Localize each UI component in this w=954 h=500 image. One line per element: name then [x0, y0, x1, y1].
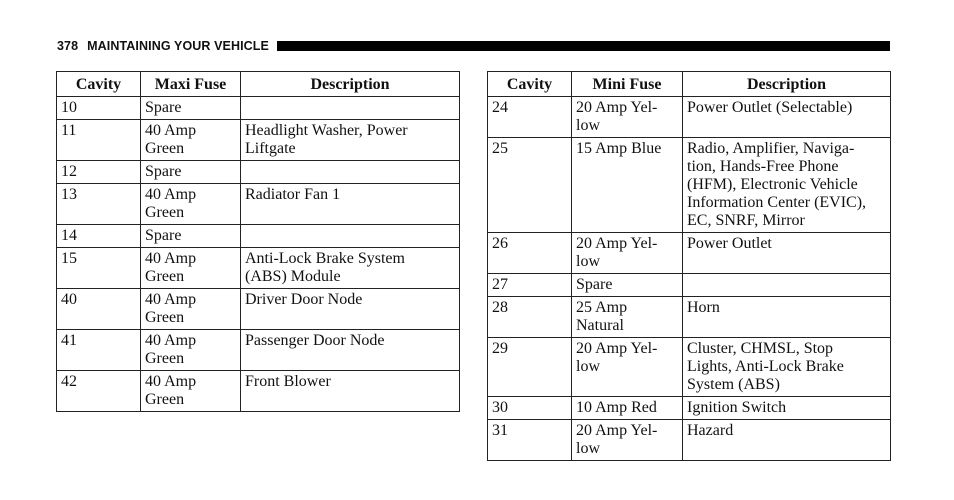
- fuse-cell: Spare: [141, 97, 241, 120]
- table-row: [57, 371, 460, 412]
- fuse-cell: 40 Amp Green: [141, 330, 241, 371]
- cavity-cell: 25: [488, 138, 572, 233]
- page-header: [57, 38, 890, 54]
- description-cell: [683, 274, 891, 297]
- cavity-cell: 30: [488, 397, 572, 420]
- column-header-mini-fuse: Mini Fuse: [572, 72, 683, 97]
- cavity-cell: 10: [57, 97, 141, 120]
- description-cell: [241, 97, 460, 120]
- table-header-row: [57, 72, 460, 97]
- table-row: [57, 184, 460, 225]
- column-header-description: Description: [241, 72, 460, 97]
- description-cell: [241, 225, 460, 248]
- table-row: [488, 397, 891, 420]
- cavity-cell: 24: [488, 97, 572, 138]
- column-header-cavity: Cavity: [488, 72, 572, 97]
- description-cell: Ignition Switch: [683, 397, 891, 420]
- fuse-cell: 20 Amp Yel- low: [572, 97, 683, 138]
- table-row: [488, 297, 891, 338]
- table-row: [488, 233, 891, 274]
- cavity-cell: 26: [488, 233, 572, 274]
- description-cell: Passenger Door Node: [241, 330, 460, 371]
- fuse-cell: 25 Amp Natural: [572, 297, 683, 338]
- page-number: 378: [57, 39, 79, 53]
- description-cell: Radiator Fan 1: [241, 184, 460, 225]
- cavity-cell: 31: [488, 420, 572, 461]
- fuse-cell: Spare: [141, 225, 241, 248]
- fuse-cell: 10 Amp Red: [572, 397, 683, 420]
- cavity-cell: 11: [57, 120, 141, 161]
- fuse-cell: 20 Amp Yel- low: [572, 338, 683, 397]
- fuse-cell: Spare: [572, 274, 683, 297]
- description-cell: Radio, Amplifier, Naviga- tion, Hands-Free Phone (HFM), Electronic Vehicle Information Center (EVIC), EC, SNRF, Mirror: [683, 138, 891, 233]
- fuse-cell: 40 Amp Green: [141, 248, 241, 289]
- description-cell: Cluster, CHMSL, Stop Lights, Anti-Lock Brake System (ABS): [683, 338, 891, 397]
- cavity-cell: 12: [57, 161, 141, 184]
- mini-fuse-table: [487, 71, 891, 461]
- table-row: [488, 97, 891, 138]
- column-header-cavity: Cavity: [57, 72, 141, 97]
- fuse-cell: 40 Amp Green: [141, 371, 241, 412]
- table-row: [57, 248, 460, 289]
- fuse-cell: 40 Amp Green: [141, 120, 241, 161]
- fuse-cell: 20 Amp Yel- low: [572, 233, 683, 274]
- table-row: [488, 338, 891, 397]
- column-header-description: Description: [683, 72, 891, 97]
- table-row: [57, 225, 460, 248]
- fuse-cell: 40 Amp Green: [141, 184, 241, 225]
- cavity-cell: 41: [57, 330, 141, 371]
- table-row: [488, 274, 891, 297]
- description-cell: Power Outlet (Selectable): [683, 97, 891, 138]
- table-row: [57, 97, 460, 120]
- cavity-cell: 15: [57, 248, 141, 289]
- description-cell: Headlight Washer, Power Liftgate: [241, 120, 460, 161]
- section-title: MAINTAINING YOUR VEHICLE: [87, 39, 269, 53]
- fuse-cell: 15 Amp Blue: [572, 138, 683, 233]
- cavity-cell: 42: [57, 371, 141, 412]
- table-row: [57, 289, 460, 330]
- table-row: [488, 138, 891, 233]
- description-cell: Horn: [683, 297, 891, 338]
- fuse-cell: Spare: [141, 161, 241, 184]
- cavity-cell: 13: [57, 184, 141, 225]
- cavity-cell: 40: [57, 289, 141, 330]
- table-row: [57, 120, 460, 161]
- table-row: [57, 330, 460, 371]
- fuse-cell: 40 Amp Green: [141, 289, 241, 330]
- cavity-cell: 29: [488, 338, 572, 397]
- description-cell: Front Blower: [241, 371, 460, 412]
- description-cell: Power Outlet: [683, 233, 891, 274]
- maxi-fuse-table: [56, 71, 460, 412]
- table-header-row: [488, 72, 891, 97]
- cavity-cell: 27: [488, 274, 572, 297]
- cavity-cell: 14: [57, 225, 141, 248]
- table-row: [488, 420, 891, 461]
- header-rule: [277, 41, 890, 51]
- table-row: [57, 161, 460, 184]
- description-cell: Anti-Lock Brake System (ABS) Module: [241, 248, 460, 289]
- description-cell: [241, 161, 460, 184]
- column-header-maxi-fuse: Maxi Fuse: [141, 72, 241, 97]
- description-cell: Hazard: [683, 420, 891, 461]
- fuse-cell: 20 Amp Yel- low: [572, 420, 683, 461]
- cavity-cell: 28: [488, 297, 572, 338]
- description-cell: Driver Door Node: [241, 289, 460, 330]
